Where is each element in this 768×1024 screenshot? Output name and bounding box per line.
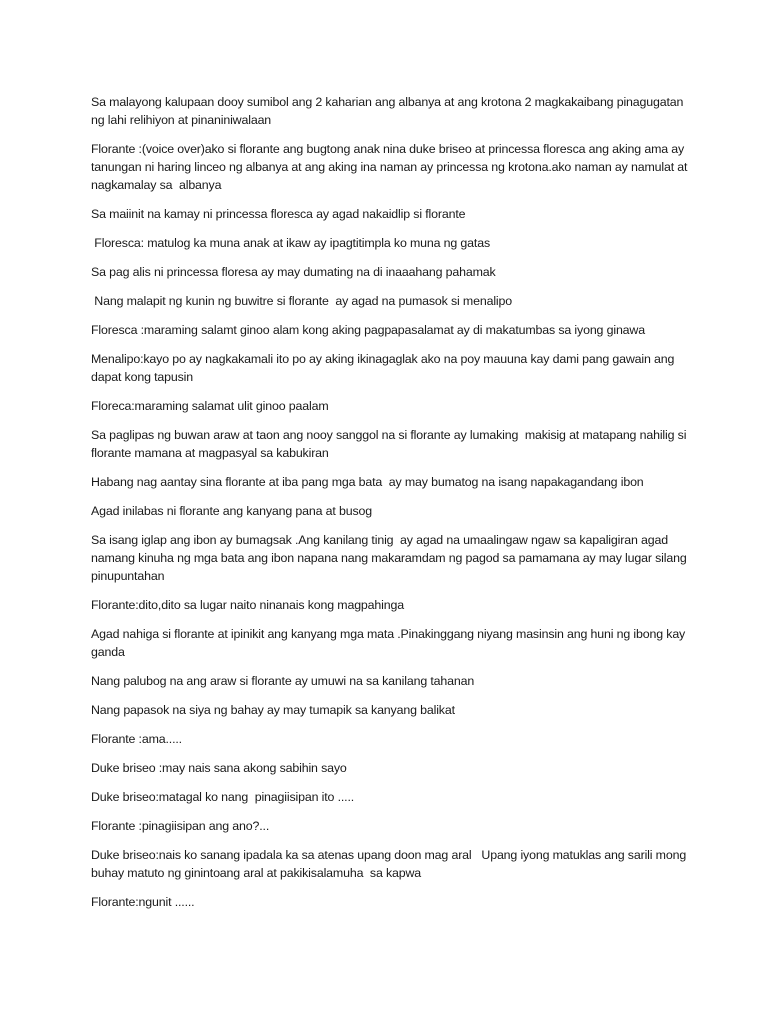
paragraph: Floreca:maraming salamat ulit ginoo paalam xyxy=(91,399,329,413)
paragraph: Duke briseo :may nais sana akong sabihin sayo xyxy=(91,761,347,775)
paragraph: Florante:ngunit ...... xyxy=(91,895,195,909)
document-body xyxy=(91,93,691,922)
paragraph: Floresca: matulog ka muna anak at ikaw ay ipagtitimpla ko muna ng gatas xyxy=(91,236,490,250)
paragraph: Nang palubog na ang araw si florante ay umuwi na sa kanilang tahanan xyxy=(91,674,475,688)
paragraph: Agad nahiga si florante at ipinikit ang kanyang mga mata .Pinakinggang niyang masinsin ang huni ng ibong kay ganda xyxy=(91,627,689,659)
paragraph: Sa maiinit na kamay ni princessa floresca ay agad nakaidlip si florante xyxy=(91,207,466,221)
paragraph: Florante:dito,dito sa lugar naito ninanais kong magpahinga xyxy=(91,598,404,612)
paragraph: Sa paglipas ng buwan araw at taon ang nooy sanggol na si florante ay lumaking makisig at matapang nahilig si florante mamana at magpasyal sa kabukiran xyxy=(91,428,690,460)
paragraph: Sa pag alis ni princessa floresa ay may dumating na di inaaahang pahamak xyxy=(91,265,496,279)
paragraph: Nang malapit ng kunin ng buwitre si florante ay agad na pumasok si menalipo xyxy=(91,294,513,308)
paragraph: Duke briseo:nais ko sanang ipadala ka sa atenas upang doon mag aral Upang iyong matuklas ang sarili mong buhay matuto ng ginintoang aral at pakikisalamuha sa kapwa xyxy=(91,848,690,880)
paragraph: Menalipo:kayo po ay nagkakamali ito po ay aking ikinagaglak ako na poy mauuna kay dami pang gawain ang dapat kong tapusin xyxy=(91,352,678,384)
paragraph: Florante :ama..... xyxy=(91,732,182,746)
paragraph: Florante :pinagiisipan ang ano?... xyxy=(91,819,270,833)
paragraph: Floresca :maraming salamt ginoo alam kong aking pagpapasalamat ay di makatumbas sa iyong ginawa xyxy=(91,323,645,337)
paragraph: Florante :(voice over)ako si florante ang bugtong anak nina duke briseo at princessa floresca ang aking ama ay tanungan ni haring linceo ng albanya at ang aking ina naman ay princessa ng krotona.ako naman ay namulat at nagkamalay sa albanya xyxy=(91,142,691,192)
paragraph: Sa malayong kalupaan dooy sumibol ang 2 kaharian ang albanya at ang krotona 2 magkakaibang pinagugatan ng lahi relihiyon at pinaniniwalaan xyxy=(91,95,687,127)
paragraph: Agad inilabas ni florante ang kanyang pana at busog xyxy=(91,504,372,518)
paragraph: Sa isang iglap ang ibon ay bumagsak .Ang kanilang tinig ay agad na umaalingaw ngaw sa kapaligiran agad namang kinuha ng mga bata ang ibon napana nang makaramdam ng pagod sa pamamana ay may lugar silang pinupuntahan xyxy=(91,533,690,583)
paragraph: Habang nag aantay sina florante at iba pang mga bata ay may bumatog na isang napakagandang ibon xyxy=(91,475,644,489)
paragraph: Nang papasok na siya ng bahay ay may tumapik sa kanyang balikat xyxy=(91,703,455,717)
paragraph: Duke briseo:matagal ko nang pinagiisipan ito ..... xyxy=(91,790,355,804)
